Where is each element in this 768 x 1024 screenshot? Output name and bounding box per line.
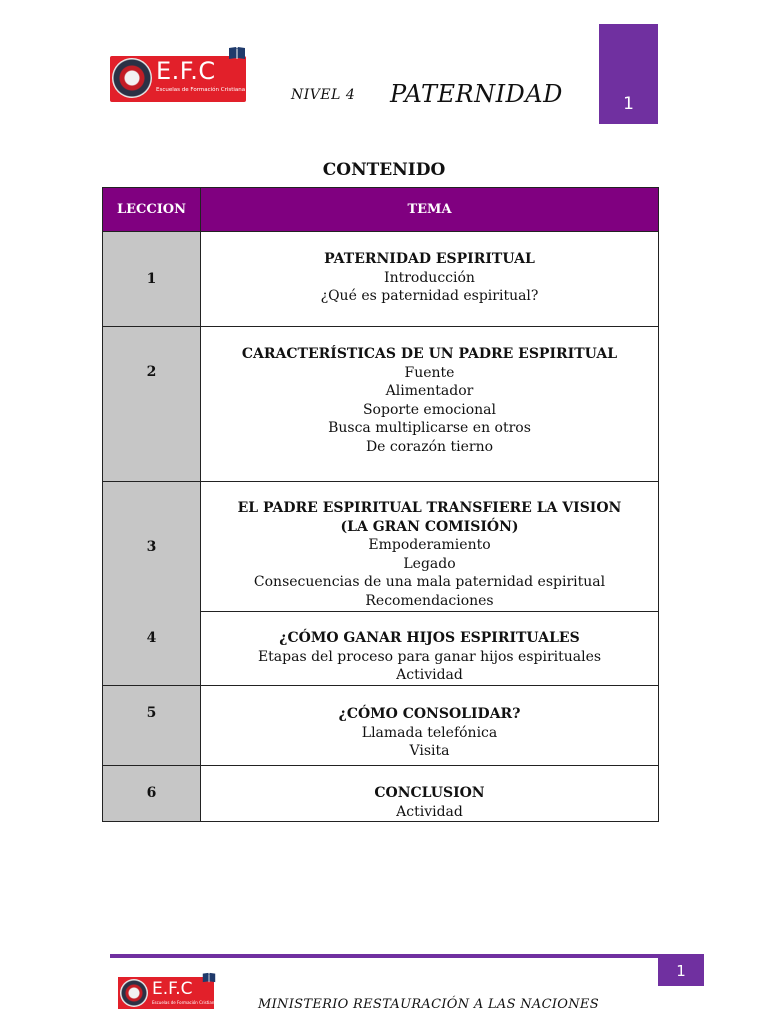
lesson-topic	[201, 612, 659, 686]
header-leccion: LECCION	[103, 188, 201, 232]
footer-efc-logo	[118, 972, 216, 1010]
contents-table	[102, 187, 659, 822]
logo-subtitle: Escuelas de Formación Cristiana	[156, 87, 246, 93]
logo-title: E.F.C	[156, 57, 216, 85]
efc-logo	[110, 46, 248, 104]
lesson-item: Recomendaciones	[365, 592, 494, 609]
lesson-item: Llamada telefónica	[361, 724, 498, 741]
lesson-item: Actividad	[396, 667, 463, 683]
lesson-number-text: 3	[146, 538, 157, 555]
lesson-number-text: 2	[146, 364, 157, 380]
lesson-topic	[201, 482, 659, 612]
level-label: NIVEL 4	[291, 87, 356, 103]
lesson-item: Visita	[409, 743, 450, 759]
lesson-item: ¿Qué es paternidad espiritual?	[320, 288, 539, 304]
lesson-topic	[201, 686, 659, 766]
table-row	[103, 686, 659, 766]
lesson-title: ¿CÓMO GANAR HIJOS ESPIRITUALES	[279, 630, 580, 646]
seal-icon	[112, 58, 152, 98]
lesson-item: Empoderamiento	[368, 537, 491, 553]
footer-logo-subtitle: Escuelas de Formación Cristiana	[152, 1000, 217, 1005]
lesson-number	[103, 327, 201, 482]
footer-divider	[110, 954, 704, 958]
lesson-item: Legado	[403, 555, 456, 572]
lesson-item: Consecuencias de una mala paternidad espiritual	[253, 574, 606, 590]
footer-page-number: 1	[658, 956, 704, 986]
lesson-item: Actividad	[396, 803, 463, 820]
lesson-title: CONCLUSION	[374, 785, 485, 801]
seal-icon	[120, 979, 148, 1007]
footer-logo-title: E.F.C	[152, 979, 193, 999]
lesson-item: De corazón tierno	[365, 438, 494, 455]
lesson-title: PATERNIDAD ESPIRITUAL	[324, 251, 535, 267]
lesson-item: Etapas del proceso para ganar hijos espirituales	[257, 648, 602, 665]
lesson-number-text: 5	[146, 705, 157, 721]
lesson-topic	[201, 232, 659, 327]
book-icon	[202, 972, 216, 983]
lesson-topic	[201, 766, 659, 822]
book-icon	[228, 46, 246, 60]
lesson-item: Busca multiplicarse en otros	[328, 420, 531, 436]
header-tema: TEMA	[201, 188, 659, 232]
table-row	[103, 612, 659, 686]
lesson-item: Fuente	[404, 364, 455, 381]
table-row	[103, 766, 659, 822]
table-header-row	[103, 188, 659, 232]
lesson-title: EL PADRE ESPIRITUAL TRANSFIERE LA VISION	[237, 500, 622, 516]
table-row	[103, 482, 659, 612]
page-number: 1	[623, 94, 634, 114]
ministry-name: MINISTERIO RESTAURACIÓN A LAS NACIONES	[258, 997, 599, 1012]
page-number-tab	[599, 24, 658, 124]
lesson-number	[103, 482, 201, 612]
course-title: PATERNIDAD	[390, 80, 563, 108]
lesson-item: Soporte emocional	[362, 401, 497, 418]
lesson-number: 1	[103, 232, 201, 327]
lesson-subtitle: (LA GRAN COMISIÓN)	[340, 518, 519, 535]
lesson-number	[103, 612, 201, 686]
contents-heading: CONTENIDO	[322, 160, 446, 180]
lesson-title: CARACTERÍSTICAS DE UN PADRE ESPIRITUAL	[241, 346, 618, 362]
lesson-item: Alimentador	[385, 383, 474, 399]
lesson-number	[103, 766, 201, 822]
table-row	[103, 232, 659, 327]
table-row	[103, 327, 659, 482]
lesson-number	[103, 686, 201, 766]
lesson-number-text: 4	[146, 629, 157, 646]
lesson-number-text: 6	[146, 785, 157, 801]
lesson-item: Introducción	[384, 269, 475, 286]
lesson-topic	[201, 327, 659, 482]
lesson-title: ¿CÓMO CONSOLIDAR?	[338, 706, 521, 722]
